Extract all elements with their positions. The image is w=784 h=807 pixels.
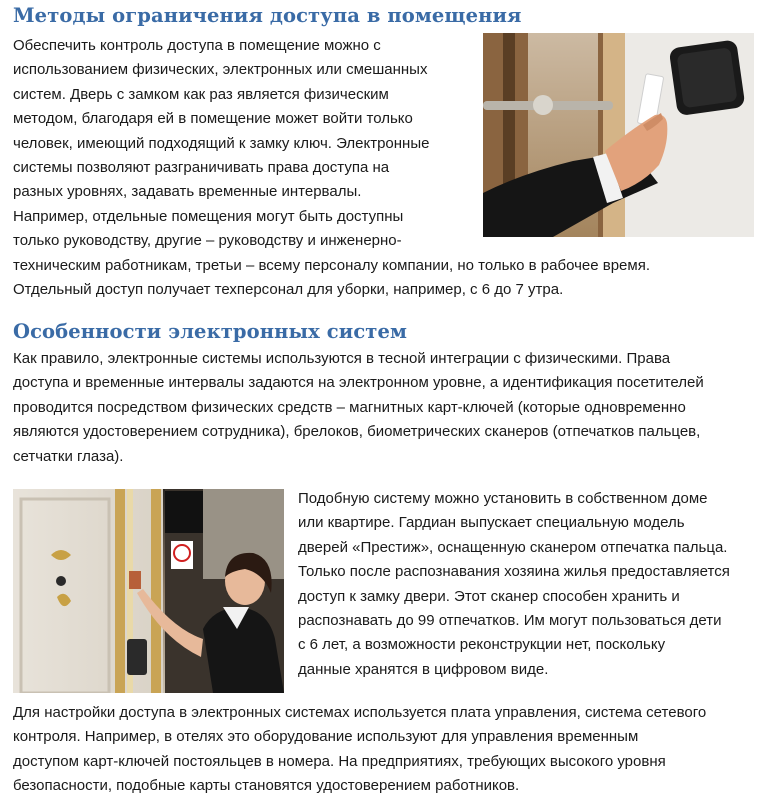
text-line: контроля. Например, в отелях это оборудование используют для управления временным [13, 728, 639, 746]
text-line: методом, благодаря ей в помещение может войти только [13, 110, 413, 128]
text-line: распознавать до 99 отпечатков. Им могут пользоваться дети [298, 612, 722, 630]
text-line: систем. Дверь с замком как раз является физическим [13, 85, 389, 103]
text-line: сетчатки глаза). [13, 447, 124, 465]
keycard-reader-photo [483, 33, 754, 237]
section2-title: Особенности электронных систем [13, 320, 408, 343]
fingerprint-door-photo [13, 489, 284, 693]
text-line: или квартире. Гардиан выпускает специальную модель [298, 514, 685, 532]
text-line: проводится посредством физических средств – магнитных карт-ключей (которые одновременно [13, 398, 686, 416]
section2-paragraph [13, 347, 773, 469]
text-line: Подобную систему можно установить в собственном доме [298, 490, 708, 507]
text-line: Например, отдельные помещения могут быть доступны [13, 207, 404, 225]
text-line: Как правило, электронные системы используются в тесной интеграции с физическими. Права [13, 350, 671, 367]
text-line: доступ к замку двери. Этот сканер способен хранить и [298, 587, 680, 605]
section1-paragraph [13, 34, 651, 302]
section2-side-paragraph [298, 487, 778, 682]
text-line: являются удостоверением сотрудника), брелоков, биометрических сканеров (отпечатков пальцев, [13, 423, 701, 441]
text-line: безопасности, подобные карты становятся удостоверением работников. [13, 777, 520, 795]
text-line: использованием физических, электронных или смешанных [13, 61, 428, 79]
text-line: Только после распознавания хозяина жилья предоставляется [298, 563, 730, 581]
text-line: системы позволяют разграничивать права доступа на [13, 159, 390, 177]
text-line: техническим работникам, третьи – всему персоналу компании, но только в рабочее время. [13, 256, 651, 274]
text-line: Отдельный доступ получает техперсонал для уборки, например, с 6 до 7 утра. [13, 281, 564, 299]
text-line: разных уровнях, задавать временные интервалы. [13, 183, 362, 201]
text-line: Обеспечить контроль доступа в помещение можно с [13, 37, 381, 54]
text-line: Для настройки доступа в электронных системах используется плата управления, система сетевого [13, 704, 707, 721]
text-line: человек, имеющий подходящий к замку ключ. Электронные [13, 134, 430, 152]
text-line: доступом карт-ключей постояльцев в номера. На предприятиях, требующих высокого уровня [13, 752, 666, 770]
section2-closing-paragraph [13, 701, 778, 799]
text-line: дверей «Престиж», оснащенную сканером отпечатка пальца. [298, 538, 728, 556]
text-line: доступа и временные интервалы задаются на электронном уровне, а идентификация посетителей [13, 374, 704, 392]
text-line: только руководству, другие – руководству и инженерно- [13, 232, 402, 250]
text-line: с 6 лет, а возможности реконструкции нет, поскольку [298, 636, 666, 654]
text-line: данные хранятся в цифровом виде. [298, 660, 549, 678]
section1-title: Методы ограничения доступа в помещения [13, 4, 522, 27]
